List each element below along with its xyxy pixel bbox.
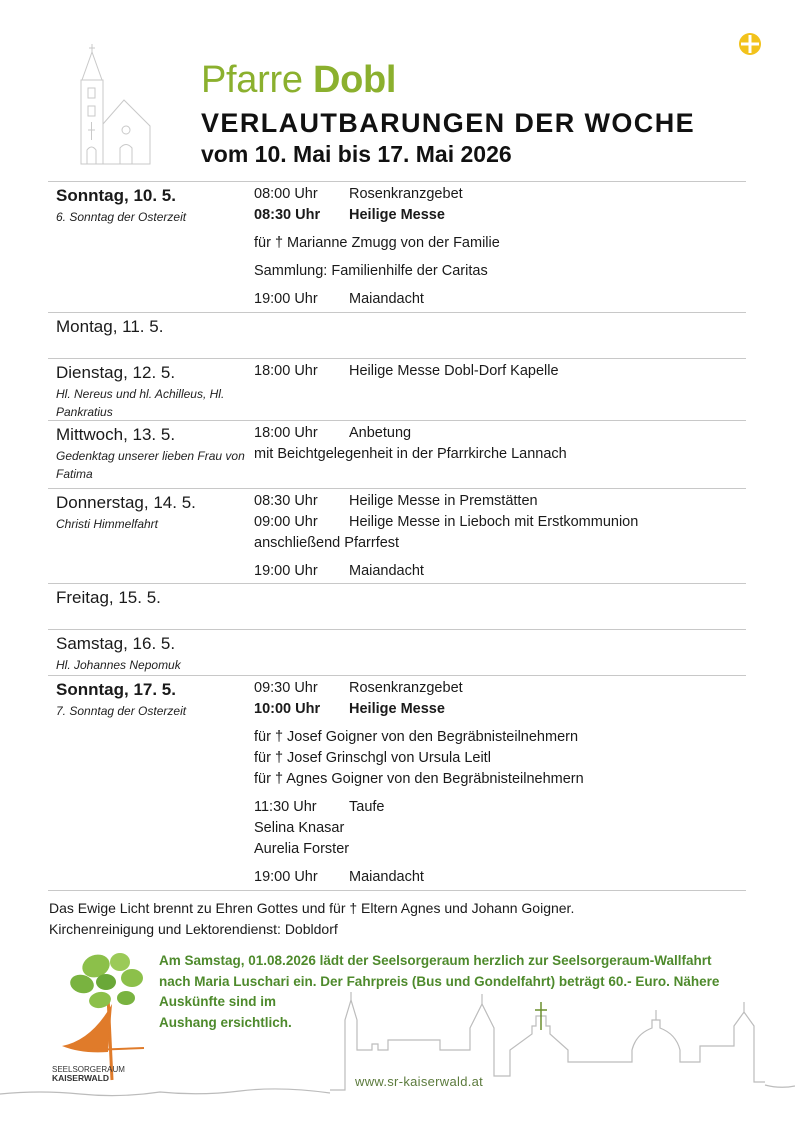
event-title: Maiandacht [349,869,424,885]
date-range: vom 10. Mai bis 17. Mai 2026 [201,141,512,167]
events-column [254,586,746,625]
schedule-table [48,181,746,891]
day-row [48,489,746,584]
day-name: Dienstag, 12. 5. [56,363,176,382]
event-title: Maiandacht [349,563,424,579]
event-time: 19:00 Uhr [254,869,318,885]
event-time: 19:00 Uhr [254,563,318,579]
day-row [48,676,746,891]
event-line [254,797,746,818]
day-name: Freitag, 15. 5. [56,588,161,607]
announcement-line: Am Samstag, 01.08.2026 lädt der Seelsorgeraum herzlich zur Seelsorgeraum-Wallfahrt [159,953,712,968]
footer-notes [49,898,574,940]
events-column [254,678,746,886]
liturgical-note: Hl. Johannes Nepomuk [56,658,181,672]
liturgical-note: Christi Himmelfahrt [56,517,159,531]
day-name: Sonntag, 17. 5. [56,680,176,699]
day-name: Donnerstag, 14. 5. [56,493,196,512]
announcement-line: Auskünfte sind im [159,994,277,1009]
day-column [48,361,254,419]
event-note: für † Marianne Zmugg von der Familie [254,235,500,251]
events-column [254,184,746,308]
logo-line2: KAISERWALD [52,1073,109,1083]
day-column [48,184,254,308]
website-link[interactable]: www.sr-kaiserwald.at [355,1074,484,1089]
day-row [48,359,746,421]
event-line [254,678,746,699]
page-title: VERLAUTBARUNGEN DER WOCHE [201,108,695,138]
event-line [254,512,746,533]
cross-circle-icon [738,32,762,56]
event-note: Selina Knasar [254,820,345,836]
liturgical-note: Hl. Nereus und hl. Achilleus, Hl. Pankratius [56,387,225,419]
events-column [254,423,746,484]
day-column [48,586,254,625]
event-line [254,867,746,888]
event-line [254,289,746,310]
day-row [48,182,746,313]
logo-line1: SEELSORGERAUM [52,1065,125,1074]
event-title: Heilige Messe [349,207,445,223]
event-note: mit Beichtgelegenheit in der Pfarrkirche Lannach [254,446,567,462]
event-time: 08:30 Uhr [254,493,318,509]
day-column [48,491,254,579]
event-line [254,205,746,226]
day-row [48,630,746,676]
event-time: 09:30 Uhr [254,680,318,696]
event-note: für † Agnes Goigner von den Begräbnisteilnehmern [254,771,584,787]
parish-name: Dobl [312,59,397,101]
events-column [254,315,746,354]
event-time: 09:00 Uhr [254,514,318,530]
parish-title [201,60,761,100]
event-line [254,699,746,720]
announcement-line: nach Maria Luschari ein. Der Fahrpreis (Bus und Gondelfahrt) beträgt 60.- Euro. Nähere [159,973,720,989]
event-time: 08:00 Uhr [254,186,318,202]
event-time: 18:00 Uhr [254,425,318,441]
day-row [48,421,746,489]
seelsorgeraum-kaiserwald-logo [52,948,152,1088]
event-title: Anbetung [349,425,412,441]
day-column [48,423,254,484]
event-time: 08:30 Uhr [254,207,321,223]
event-title: Taufe [349,799,385,815]
event-line [254,361,746,382]
day-row [48,313,746,359]
event-note: für † Josef Goigner von den Begräbnisteilnehmern [254,729,579,745]
day-name: Sonntag, 10. 5. [56,186,176,205]
event-time: 19:00 Uhr [254,291,318,307]
event-line [254,184,746,205]
day-column [48,632,254,671]
event-title: Heilige Messe Dobl-Dorf Kapelle [349,363,559,379]
event-note: Sammlung: Familienhilfe der Caritas [254,263,488,279]
event-time: 18:00 Uhr [254,363,318,379]
liturgical-note: 7. Sonntag der Osterzeit [56,704,187,718]
event-note: anschließend Pfarrfest [254,535,400,551]
events-column [254,632,746,671]
parish-prefix: Pfarre [201,59,303,101]
event-title: Heilige Messe [349,701,445,717]
event-title: Maiandacht [349,291,424,307]
day-column [48,678,254,886]
cleaning-note: Kirchenreinigung und Lektorendienst: Dobldorf [49,921,338,937]
event-title: Rosenkranzgebet [349,680,463,696]
event-line [254,491,746,512]
event-title: Rosenkranzgebet [349,186,463,202]
day-name: Mittwoch, 13. 5. [56,425,176,444]
event-title: Heilige Messe in Lieboch mit Erstkommunion [349,514,639,530]
day-name: Samstag, 16. 5. [56,634,176,653]
event-line [254,423,746,444]
church-outline-icon [78,44,154,166]
header [201,60,761,169]
event-title: Heilige Messe in Premstätten [349,493,538,509]
day-row [48,584,746,630]
events-column [254,361,746,416]
announcement-line: Aushang ersichtlich. [159,1014,292,1030]
liturgical-note: 6. Sonntag der Osterzeit [56,210,187,224]
event-time: 10:00 Uhr [254,701,321,717]
event-line [254,561,746,582]
event-time: 11:30 Uhr [254,799,317,815]
event-note: für † Josef Grinschgl von Ursula Leitl [254,750,491,766]
day-name: Montag, 11. 5. [56,317,164,336]
event-note: Aurelia Forster [254,841,350,857]
eternal-light-note: Das Ewige Licht brennt zu Ehren Gottes und für † Eltern Agnes und Johann Goigner. [49,900,575,916]
liturgical-note: Gedenktag unserer lieben Frau von Fatima [56,449,245,481]
day-column [48,315,254,354]
events-column [254,491,746,579]
